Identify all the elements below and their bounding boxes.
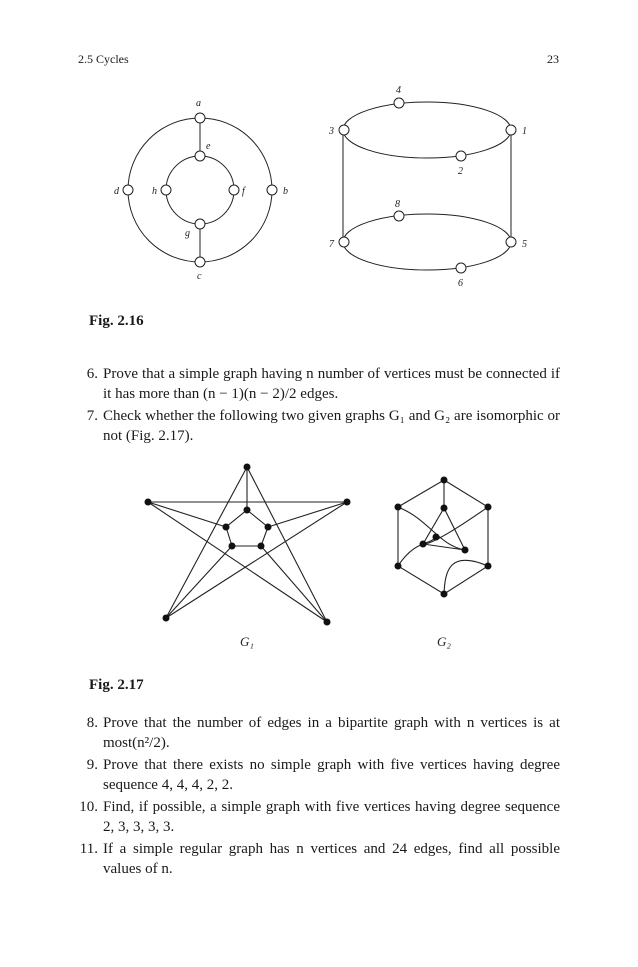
label-h: h [152, 186, 157, 197]
exercise-item [78, 797, 560, 837]
vertex-g [195, 219, 205, 229]
g2-curve [398, 537, 436, 566]
g2-vertex [395, 563, 402, 570]
exercise-text: Prove that there exists no simple graph with five vertices having degree sequence 4, 4, 4, 2, 2. [103, 757, 560, 793]
exercise-number: 8. [86, 715, 98, 731]
exercise-text: Prove that the number of edges in a bipartite graph with n vertices is at most(n²/2). [103, 715, 560, 751]
vertex-f [229, 185, 239, 195]
vertex-2 [456, 151, 466, 161]
exercise-number: 9. [86, 757, 98, 773]
vertex-4 [394, 98, 404, 108]
vertex-3 [339, 125, 349, 135]
exercise-list-a [78, 364, 560, 448]
g1-edge [166, 502, 347, 618]
g1-vertex [258, 543, 265, 550]
g2-edge [423, 544, 465, 550]
exercise-item [78, 713, 560, 753]
g1-vertex [229, 543, 236, 550]
g1-vertex [244, 507, 251, 514]
g1-vertex [223, 524, 230, 531]
label-2: 2 [458, 166, 463, 177]
g1-vertex [265, 524, 272, 531]
g2-vertex [433, 534, 440, 541]
label-g: g [185, 228, 190, 239]
exercise-text: If a simple regular graph has n vertices and 24 edges, find all possible values of n. [103, 841, 560, 877]
vertex-h [161, 185, 171, 195]
vertex-c [195, 257, 205, 267]
graph-g2 [398, 480, 488, 594]
page-number: 23 [547, 52, 559, 66]
g2-hexagon [398, 480, 488, 594]
label-1: 1 [522, 126, 527, 137]
vertex-6 [456, 263, 466, 273]
label-8: 8 [395, 199, 400, 210]
vertex-5 [506, 237, 516, 247]
label-a: a [196, 98, 201, 109]
exercise-number: 7. [86, 408, 98, 424]
g1-edge [148, 502, 327, 622]
vertex-e [195, 151, 205, 161]
g2-vertex [462, 547, 469, 554]
vertex-8 [394, 211, 404, 221]
exercise-text: Prove that a simple graph having n number of vertices must be connected if it has more than (n − 1)(n − 2)/2 edges. [103, 366, 560, 402]
g2-label: G₂ [437, 634, 451, 649]
exercise-list-b [78, 713, 560, 881]
exercise-item [78, 406, 560, 446]
g1-vertex [163, 615, 170, 622]
label-c: c [197, 271, 202, 282]
vertex-7 [339, 237, 349, 247]
g1-vertex [324, 619, 331, 626]
fig-2-16-right-graph [343, 102, 511, 270]
g1-spoke [268, 502, 347, 527]
g2-curve [444, 560, 488, 594]
fig-2-16-left-graph [128, 118, 272, 262]
label-d: d [114, 186, 119, 197]
g1-inner-pentagon [226, 510, 268, 546]
vertex-a [195, 113, 205, 123]
vertex-d [123, 185, 133, 195]
exercise-number: 11. [79, 841, 98, 857]
g2-curve [423, 507, 488, 544]
g1-spoke [148, 502, 226, 527]
exercise-text: Check whether the following two given graphs G₁ and G₂ are isomorphic or not (Fig. 2.17). [103, 408, 560, 444]
exercise-item [78, 839, 560, 879]
label-7: 7 [329, 239, 334, 250]
label-3: 3 [329, 126, 334, 137]
g1-vertex [145, 499, 152, 506]
g1-edge [166, 467, 247, 618]
label-5: 5 [522, 239, 527, 250]
g2-vertex [441, 505, 448, 512]
g2-vertex [420, 541, 427, 548]
exercise-item [78, 755, 560, 795]
label-6: 6 [458, 278, 463, 289]
exercise-text: Find, if possible, a simple graph with five vertices having degree sequence 2, 3, 3, 3, 3. [103, 799, 560, 835]
g2-vertex [441, 477, 448, 484]
top-cycle [343, 102, 511, 158]
g1-vertex [344, 499, 351, 506]
g2-vertex [441, 591, 448, 598]
exercise-item [78, 364, 560, 404]
vertex-b [267, 185, 277, 195]
g2-vertex [485, 563, 492, 570]
g1-vertex [244, 464, 251, 471]
fig-2-16-caption: Fig. 2.16 [89, 313, 144, 329]
label-e: e [206, 141, 211, 152]
exercise-number: 6. [86, 366, 98, 382]
graph-g1 [148, 467, 347, 622]
g2-vertex [395, 504, 402, 511]
label-f: f [242, 186, 245, 197]
g1-label: G₁ [240, 634, 254, 649]
label-4: 4 [396, 85, 401, 96]
inner-cycle [166, 156, 234, 224]
exercise-number: 10. [79, 799, 98, 815]
label-b: b [283, 186, 288, 197]
running-header-section: 2.5 Cycles [78, 52, 129, 66]
bottom-cycle [343, 214, 511, 270]
vertex-1 [506, 125, 516, 135]
g2-vertex [485, 504, 492, 511]
fig-2-17-caption: Fig. 2.17 [89, 677, 144, 693]
